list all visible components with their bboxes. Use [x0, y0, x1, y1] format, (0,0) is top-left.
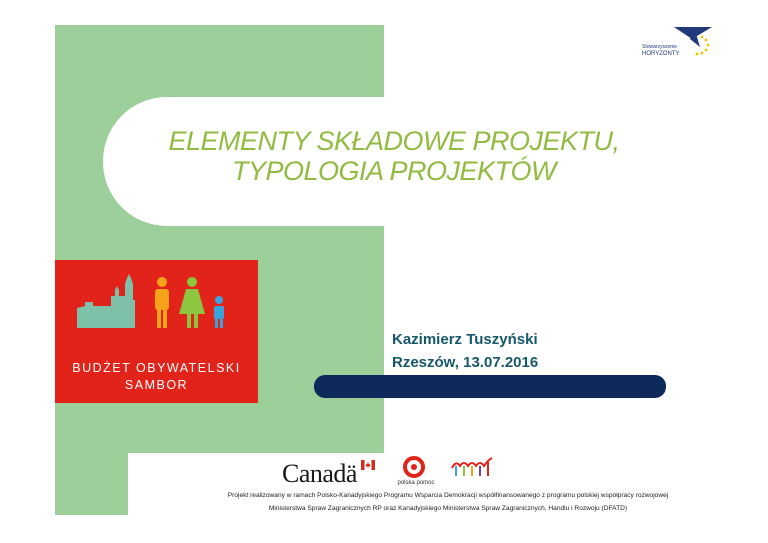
canada-wordmark: Canadä: [282, 459, 357, 488]
title-line-2: TYPOLOGIA PROJEKTÓW: [231, 156, 557, 186]
logo-line-2: SAMBOR: [124, 378, 189, 392]
polska-pomoc-label: polska pomoc: [397, 480, 435, 486]
city-and-family-icon: [55, 260, 258, 360]
place-date: Rzeszów, 13.07.2016: [392, 354, 539, 371]
corner-logo-line-2: HORYZONTY: [642, 51, 680, 57]
canada-flag-icon: [361, 460, 375, 470]
polska-pomoc-icon: [400, 456, 428, 480]
footer-text-line-1: Projekt realizowany w ramach Polsko-Kanadyjskiego Programu Wsparcia Demokracji współfinansowanego z programu polskiej współpracy rozwojowej: [227, 492, 669, 499]
slide-title: [120, 126, 668, 186]
logo-line-1: BUDŻET OBYWATELSKI: [72, 361, 241, 375]
title-line-1: ELEMENTY SKŁADOWE PROJEKTU,: [168, 126, 620, 156]
footer-text-line-2: Ministerstwa Spraw Zagranicznych RP oraz Kanadyjskiego Ministerstwa Spraw Zagranicznych, Handlu i Rozwoju (DFATD): [268, 505, 628, 512]
program-logo-icon: [448, 452, 498, 482]
budzet-obywatelski-logo: [55, 260, 258, 403]
navy-accent-bar: [314, 375, 666, 398]
author-name: Kazimierz Tuszyński: [392, 331, 538, 348]
corner-logo-line-1: Stowarzyszenie: [642, 44, 678, 50]
horyzonty-logo: [640, 25, 720, 65]
